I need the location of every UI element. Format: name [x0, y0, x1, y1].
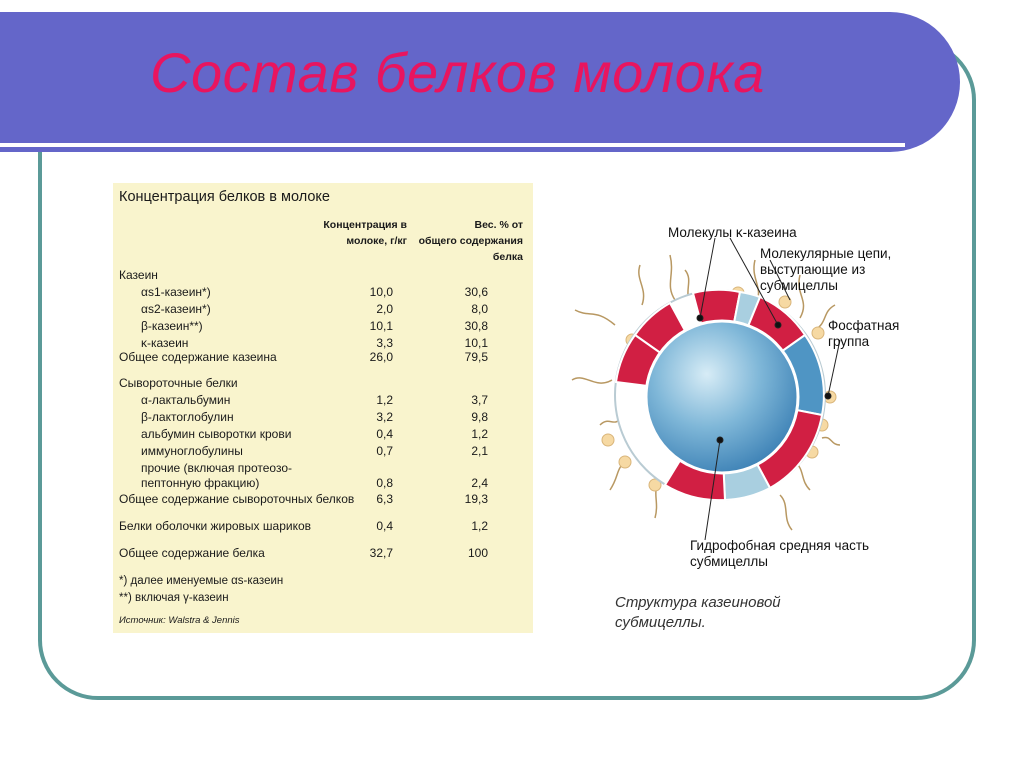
- row-value-concentration: 6,3: [376, 492, 393, 506]
- row-label: Общее содержание казеина: [119, 350, 277, 364]
- table-row: [113, 443, 533, 459]
- table-row: [113, 409, 533, 425]
- row-value-concentration: 1,2: [376, 393, 393, 407]
- diagram-caption: Структура казеиновой субмицеллы.: [615, 594, 781, 631]
- row-label: иммуноглобулины: [141, 444, 243, 458]
- table-row: [113, 518, 533, 534]
- row-value-concentration: 26,0: [369, 350, 393, 364]
- row-label: Общее содержание белка: [119, 546, 265, 560]
- row-label: прочие (включая протеозо-: [141, 461, 292, 475]
- table-row: [113, 349, 533, 365]
- row-label: κ-казеин: [141, 336, 189, 350]
- label-hydrophobic-core: Гидрофобная средняя часть субмицеллы: [690, 538, 870, 569]
- row-label: Сывороточные белки: [119, 376, 238, 390]
- row-value-concentration: 0,7: [376, 444, 393, 458]
- row-value-percent: 9,8: [471, 410, 488, 424]
- row-value-percent: 30,6: [464, 285, 488, 299]
- row-value-percent: 2,4: [471, 476, 488, 490]
- table-row: [113, 267, 533, 283]
- table-row: [113, 460, 533, 476]
- table-source: Источник: Walstra & Jennis: [119, 615, 240, 626]
- row-value-concentration: 0,4: [376, 519, 393, 533]
- table-row: [113, 375, 533, 391]
- table-row: [113, 545, 533, 561]
- row-value-concentration: 3,2: [376, 410, 393, 424]
- row-label: альбумин сыворотки крови: [141, 427, 292, 441]
- footnote: *) далее именуемые αs-казеин: [119, 575, 284, 587]
- slide-title: Состав белков молока: [150, 41, 765, 104]
- row-label: β-казеин**): [141, 319, 203, 333]
- row-value-percent: 2,1: [471, 444, 488, 458]
- row-value-concentration: 3,3: [376, 336, 393, 350]
- protein-concentration-table: [113, 183, 533, 633]
- row-value-percent: 1,2: [471, 519, 488, 533]
- row-value-concentration: 2,0: [376, 302, 393, 316]
- row-value-percent: 3,7: [471, 393, 488, 407]
- table-title: Концентрация белков в молоке: [119, 189, 330, 205]
- label-kappa-casein: Молекулы κ-казеина: [668, 225, 797, 240]
- row-label: Казеин: [119, 268, 158, 282]
- row-value-percent: 100: [467, 546, 488, 560]
- row-value-percent: 30,8: [464, 319, 488, 333]
- row-label: β-лактоглобулин: [141, 410, 234, 424]
- table-row: [113, 491, 533, 507]
- table-row: [113, 426, 533, 442]
- row-value-concentration: 10,1: [369, 319, 393, 333]
- row-label: αs2-казеин*): [141, 302, 211, 316]
- row-value-concentration: 10,0: [369, 285, 393, 299]
- label-phosphate-group: Фосфатная группа: [828, 318, 900, 349]
- row-value-concentration: 0,4: [376, 427, 393, 441]
- row-label: пептонную фракцию): [141, 476, 260, 490]
- row-value-percent: 79,5: [464, 350, 488, 364]
- row-label: Общее содержание сывороточных белков: [119, 492, 355, 506]
- row-value-concentration: 0,8: [376, 476, 393, 490]
- row-value-percent: 19,3: [464, 492, 488, 506]
- table-row: [113, 475, 533, 491]
- row-value-percent: 10,1: [464, 336, 488, 350]
- table-row: [113, 301, 533, 317]
- row-value-percent: 1,2: [471, 427, 488, 441]
- row-label: αs1-казеин*): [141, 285, 211, 299]
- table-row: [113, 284, 533, 300]
- row-label: α-лактальбумин: [141, 393, 231, 407]
- col-header-concentration: Концентрация в молоке, г/кг: [323, 219, 407, 247]
- title-underline: [0, 143, 905, 147]
- footnote: **) включая γ-казеин: [119, 592, 229, 604]
- table-row: [113, 318, 533, 334]
- row-value-percent: 8,0: [471, 302, 488, 316]
- table-row: [113, 392, 533, 408]
- label-molecular-chains: Молекулярные цепи, выступающие из субмицеллы: [760, 246, 892, 293]
- row-label: Белки оболочки жировых шариков: [119, 519, 312, 533]
- row-value-concentration: 32,7: [369, 546, 393, 560]
- col-header-percent: Вес. % от общего содержания белка: [418, 219, 523, 263]
- hydrophobic-core: [646, 321, 798, 473]
